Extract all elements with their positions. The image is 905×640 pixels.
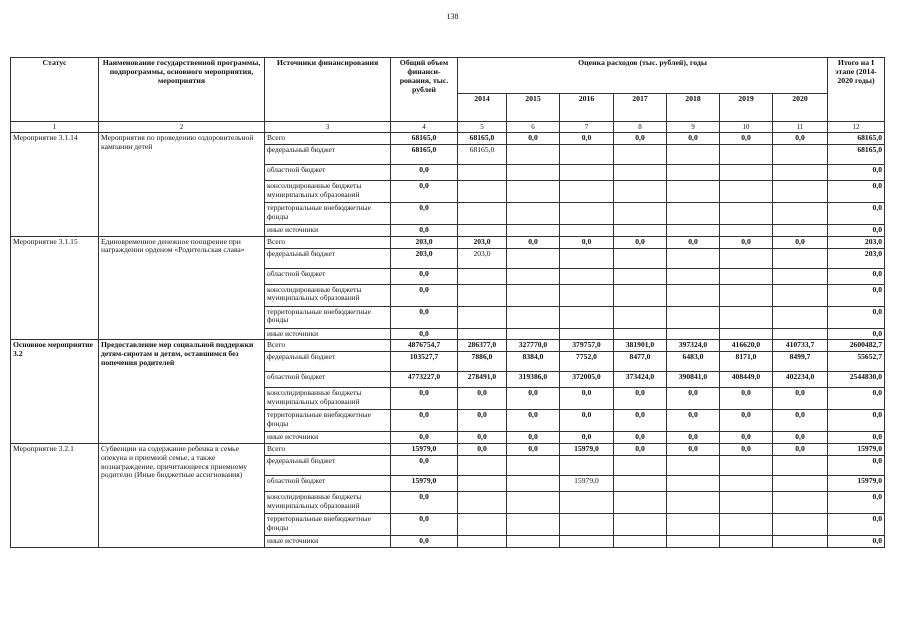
year-value [614,306,667,328]
year-value [614,145,667,165]
year-value: 379757,0 [560,340,614,352]
year-value: 0,0 [560,133,614,145]
funding-source: областной бюджет [265,476,391,492]
year-value [720,492,773,514]
year-value: 0,0 [667,388,720,410]
year-value [560,248,614,268]
year-value: 68165,0 [458,145,507,165]
year-value [720,284,773,306]
year-value: 0,0 [507,388,560,410]
row-name: Предоставление мер социальной поддержки детям-сиротам и детям, оставшимся без попечения родителей [99,340,265,444]
column-number: 6 [507,122,560,133]
year-value [667,476,720,492]
header-estimate: Оценка расходов (тыс. рублей), годы [458,58,828,94]
year-value [773,203,828,225]
itogo-value: 203,0 [828,236,885,248]
itogo-value: 0,0 [828,388,885,410]
funding-source: Всего [265,444,391,456]
year-value [458,306,507,328]
year-value [560,306,614,328]
year-value: 8477,0 [614,352,667,372]
year-value [560,492,614,514]
funding-source: Всего [265,133,391,145]
year-value [614,492,667,514]
funding-source: областной бюджет [265,165,391,181]
year-value: 0,0 [458,388,507,410]
year-value [507,225,560,237]
year-value [507,165,560,181]
itogo-value: 0,0 [828,432,885,444]
year-value [773,476,828,492]
year-value: 416620,0 [720,340,773,352]
year-value: 286377,0 [458,340,507,352]
year-value: 397324,0 [667,340,720,352]
total-value: 0,0 [391,456,458,476]
year-value [458,536,507,548]
funding-source: территориальные внебюджетные фонды [265,514,391,536]
column-number: 7 [560,122,614,133]
total-value: 0,0 [391,410,458,432]
year-value [614,456,667,476]
column-number: 11 [773,122,828,133]
year-value: 0,0 [773,432,828,444]
year-value: 6483,0 [667,352,720,372]
year-value [720,225,773,237]
year-value [773,268,828,284]
year-value [773,492,828,514]
total-value: 0,0 [391,306,458,328]
year-value: 7886,0 [458,352,507,372]
year-value: 402234,0 [773,372,828,388]
year-value: 0,0 [773,388,828,410]
year-value [614,248,667,268]
year-value [560,514,614,536]
total-value: 0,0 [391,388,458,410]
year-value: 0,0 [507,444,560,456]
funding-source: иные источники [265,225,391,237]
total-value: 15979,0 [391,476,458,492]
year-value: 8499,7 [773,352,828,372]
header-year: 2018 [667,94,720,122]
year-value [773,514,828,536]
funding-source: Всего [265,340,391,352]
year-value [614,284,667,306]
funding-source: территориальные внебюджетные фонды [265,203,391,225]
year-value [773,536,828,548]
table-body [11,133,885,548]
year-value [720,514,773,536]
year-value [667,203,720,225]
year-value [720,536,773,548]
total-value: 203,0 [391,236,458,248]
year-value [560,225,614,237]
year-value [507,514,560,536]
year-value [720,328,773,340]
header-total: Общий объем финанси-рования, тыс. рублей [391,58,458,122]
year-value: 0,0 [507,410,560,432]
year-value: 0,0 [720,432,773,444]
year-value [614,165,667,181]
year-value: 0,0 [720,410,773,432]
year-value [458,203,507,225]
year-value [560,328,614,340]
year-value [667,328,720,340]
year-value [614,328,667,340]
total-value: 4773227,0 [391,372,458,388]
year-value [458,284,507,306]
year-value [667,165,720,181]
year-value: 372005,0 [560,372,614,388]
year-value [614,225,667,237]
year-value [614,268,667,284]
year-value: 0,0 [560,410,614,432]
year-value: 0,0 [560,236,614,248]
year-value: 0,0 [560,388,614,410]
total-value: 15979,0 [391,444,458,456]
year-value: 390841,0 [667,372,720,388]
column-number: 1 [11,122,99,133]
year-value [720,456,773,476]
year-value [773,145,828,165]
year-value [560,145,614,165]
itogo-value: 203,0 [828,248,885,268]
header-year: 2014 [458,94,507,122]
table-row [11,340,885,352]
year-value [507,306,560,328]
year-value [720,165,773,181]
year-value: 0,0 [614,444,667,456]
year-value [458,181,507,203]
header-year: 2020 [773,94,828,122]
year-value: 0,0 [507,236,560,248]
year-value: 15979,0 [560,444,614,456]
total-value: 203,0 [391,248,458,268]
column-number: 4 [391,122,458,133]
itogo-value: 68165,0 [828,145,885,165]
year-value [667,456,720,476]
itogo-value: 0,0 [828,284,885,306]
year-value: 0,0 [614,432,667,444]
year-value [560,456,614,476]
year-value [507,536,560,548]
column-number-row [11,122,885,133]
table-row [11,444,885,456]
year-value [458,514,507,536]
year-value [720,145,773,165]
itogo-value: 15979,0 [828,476,885,492]
header-row-top [11,58,885,94]
year-value: 0,0 [773,236,828,248]
year-value: 0,0 [667,444,720,456]
itogo-value: 0,0 [828,165,885,181]
itogo-value: 2544830,0 [828,372,885,388]
header-itogo: Итого на I этапе (2014-2020 годы) [828,58,885,122]
year-value: 278491,0 [458,372,507,388]
year-value [458,328,507,340]
table-row [11,133,885,145]
year-value [458,225,507,237]
total-value: 68165,0 [391,133,458,145]
year-value: 0,0 [614,410,667,432]
year-value [720,248,773,268]
funding-source: федеральный бюджет [265,248,391,268]
total-value: 68165,0 [391,145,458,165]
itogo-value: 68165,0 [828,133,885,145]
year-value: 0,0 [720,133,773,145]
year-value [614,514,667,536]
year-value [773,456,828,476]
row-name: Мероприятия по проведению оздоровительной кампании детей [99,133,265,237]
year-value: 373424,0 [614,372,667,388]
itogo-value: 15979,0 [828,444,885,456]
year-value [667,284,720,306]
table-row [11,236,885,248]
year-value [720,306,773,328]
year-value: 0,0 [560,432,614,444]
year-value [720,203,773,225]
column-number: 9 [667,122,720,133]
column-number: 3 [265,122,391,133]
row-status: Мероприятие 3.2.1 [11,444,99,548]
year-value [667,225,720,237]
itogo-value: 0,0 [828,225,885,237]
year-value [560,203,614,225]
year-value [458,492,507,514]
year-value: 0,0 [773,410,828,432]
total-value: 0,0 [391,514,458,536]
itogo-value: 0,0 [828,328,885,340]
year-value [507,145,560,165]
year-value: 319386,0 [507,372,560,388]
year-value: 68165,0 [458,133,507,145]
column-number: 10 [720,122,773,133]
year-value [507,268,560,284]
total-value: 0,0 [391,536,458,548]
funding-source: федеральный бюджет [265,456,391,476]
year-value [507,284,560,306]
row-name: Субвенции на содержание ребенка в семье опекуна и приемной семье, а также вознаграждение, причитающееся приемному родителю (Иные бюджетные ассигнования) [99,444,265,548]
row-name: Единовременное денежное поощрение при награждении орденом «Родительская слава» [99,236,265,340]
year-value [773,328,828,340]
total-value: 0,0 [391,165,458,181]
year-value [507,248,560,268]
year-value: 410733,7 [773,340,828,352]
header-sources: Источники финансирования [265,58,391,122]
year-value: 0,0 [667,410,720,432]
row-status: Мероприятие 3.1.15 [11,236,99,340]
year-value: 0,0 [614,133,667,145]
year-value: 0,0 [773,133,828,145]
year-value: 0,0 [720,444,773,456]
itogo-value: 0,0 [828,268,885,284]
budget-table [10,57,885,548]
year-value [667,145,720,165]
column-number: 2 [99,122,265,133]
itogo-value: 0,0 [828,306,885,328]
year-value: 0,0 [458,410,507,432]
year-value [773,225,828,237]
year-value: 0,0 [720,388,773,410]
itogo-value: 0,0 [828,536,885,548]
itogo-value: 0,0 [828,456,885,476]
header-status: Статус [11,58,99,122]
funding-source: консолидированные бюджеты муниципальных образований [265,181,391,203]
header-year: 2015 [507,94,560,122]
total-value: 0,0 [391,225,458,237]
year-value [773,181,828,203]
year-value: 0,0 [614,388,667,410]
funding-source: областной бюджет [265,268,391,284]
year-value [720,181,773,203]
year-value: 203,0 [458,236,507,248]
year-value [667,268,720,284]
funding-source: иные источники [265,328,391,340]
year-value: 8171,0 [720,352,773,372]
funding-source: территориальные внебюджетные фонды [265,410,391,432]
header-year: 2019 [720,94,773,122]
year-value [667,536,720,548]
year-value: 0,0 [507,133,560,145]
header-year: 2016 [560,94,614,122]
year-value [507,456,560,476]
column-number: 8 [614,122,667,133]
year-value [773,284,828,306]
funding-source: федеральный бюджет [265,352,391,372]
year-value [507,328,560,340]
year-value [507,203,560,225]
year-value [458,165,507,181]
itogo-value: 0,0 [828,492,885,514]
year-value [667,248,720,268]
funding-source: иные источники [265,536,391,548]
funding-source: Всего [265,236,391,248]
itogo-value: 0,0 [828,514,885,536]
year-value: 203,0 [458,248,507,268]
year-value: 408449,0 [720,372,773,388]
year-value: 15979,0 [560,476,614,492]
year-value: 0,0 [507,432,560,444]
total-value: 0,0 [391,181,458,203]
total-value: 4876754,7 [391,340,458,352]
year-value [773,248,828,268]
year-value [614,536,667,548]
year-value [614,181,667,203]
year-value [507,492,560,514]
total-value: 103527,7 [391,352,458,372]
year-value [773,165,828,181]
funding-source: территориальные внебюджетные фонды [265,306,391,328]
total-value: 0,0 [391,328,458,340]
year-value [560,268,614,284]
year-value [458,476,507,492]
year-value [667,181,720,203]
itogo-value: 0,0 [828,410,885,432]
itogo-value: 0,0 [828,181,885,203]
year-value [560,536,614,548]
year-value [507,181,560,203]
total-value: 0,0 [391,432,458,444]
total-value: 0,0 [391,284,458,306]
row-status: Основное мероприятие 3.2 [11,340,99,444]
year-value [667,492,720,514]
column-number: 12 [828,122,885,133]
total-value: 0,0 [391,268,458,284]
year-value: 0,0 [458,432,507,444]
funding-source: консолидированные бюджеты муниципальных образований [265,284,391,306]
year-value [720,476,773,492]
year-value [560,165,614,181]
row-status: Мероприятие 3.1.14 [11,133,99,237]
year-value: 381901,0 [614,340,667,352]
year-value: 0,0 [614,236,667,248]
itogo-value: 55652,7 [828,352,885,372]
year-value: 0,0 [773,444,828,456]
itogo-value: 2600482,7 [828,340,885,352]
funding-source: консолидированные бюджеты муниципальных образований [265,492,391,514]
year-value: 7752,0 [560,352,614,372]
year-value [773,306,828,328]
total-value: 0,0 [391,203,458,225]
itogo-value: 0,0 [828,203,885,225]
funding-source: иные источники [265,432,391,444]
year-value [614,476,667,492]
funding-source: областной бюджет [265,372,391,388]
year-value: 0,0 [667,432,720,444]
year-value: 0,0 [720,236,773,248]
year-value: 327770,0 [507,340,560,352]
header-year: 2017 [614,94,667,122]
year-value [560,284,614,306]
year-value [720,268,773,284]
year-value [667,514,720,536]
page-number: 138 [446,12,459,21]
year-value [667,306,720,328]
year-value: 8384,0 [507,352,560,372]
year-value [614,203,667,225]
funding-source: федеральный бюджет [265,145,391,165]
column-number: 5 [458,122,507,133]
year-value: 0,0 [667,133,720,145]
total-value: 0,0 [391,492,458,514]
funding-source: консолидированные бюджеты муниципальных образований [265,388,391,410]
year-value [458,268,507,284]
header-name: Наименование государственной программы, подпрограммы, основного мероприятия, мероприятия [99,58,265,122]
year-value [560,181,614,203]
year-value: 0,0 [667,236,720,248]
year-value [507,476,560,492]
year-value: 0,0 [458,444,507,456]
year-value [458,456,507,476]
